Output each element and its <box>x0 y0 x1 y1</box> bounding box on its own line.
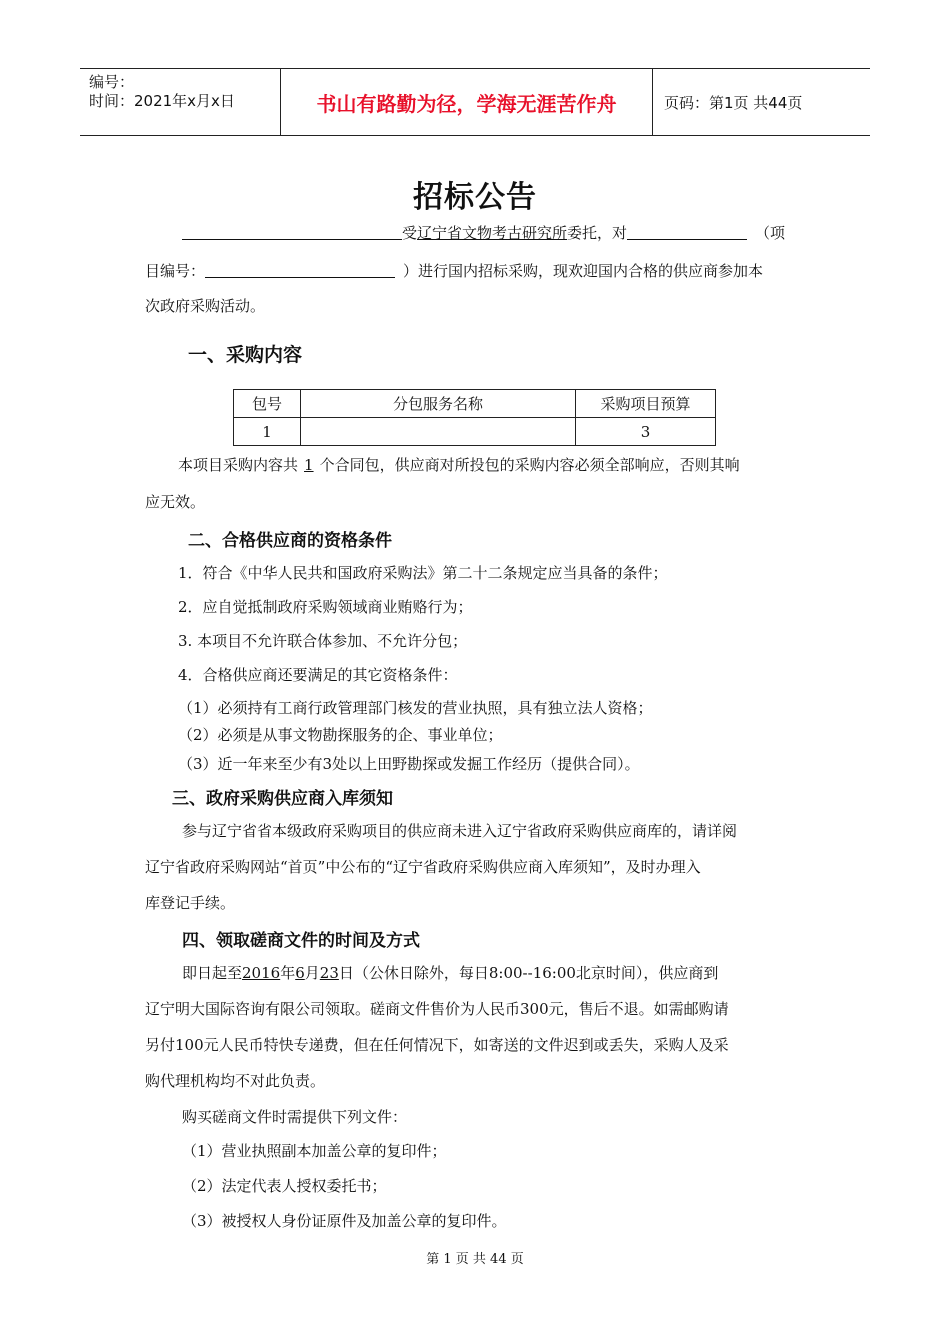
table-row <box>234 418 716 446</box>
table-header-cell: 分包服务名称 <box>301 390 576 418</box>
section4-doc-item: （2）法定代表人授权委托书； <box>182 1177 387 1195</box>
section2-item: 1．符合《中华人民共和国政府采购法》第二十二条规定应当具备的条件； <box>178 564 668 582</box>
intro-entrust-post: 委托，对 <box>567 224 628 242</box>
section2-item: 4．合格供应商还要满足的其它资格条件： <box>178 666 458 684</box>
section2-heading: 二、合格供应商的资格条件 <box>188 531 392 551</box>
page-footer: 第 1 页 共 44 页 <box>426 1252 524 1267</box>
date-year-unit: 年 <box>280 964 296 982</box>
header-motto: 书山有路勤为径，学海无涯苦作舟 <box>281 69 653 135</box>
table-cell: 3 <box>576 418 716 446</box>
intro-line-3: 次政府采购活动。 <box>145 297 266 315</box>
note-pre: 本项目采购内容共 <box>178 456 299 474</box>
section4-docs-intro: 购买磋商文件时需提供下列文件： <box>182 1108 408 1126</box>
section3-line: 辽宁省政府采购网站“首页”中公布的“辽宁省政府采购供应商入库须知”，及时办理入 <box>145 858 701 876</box>
section4-line: 另付100元人民币特快专递费，但在任何情况下，如寄送的文件迟到或丢失，采购人及采 <box>145 1036 729 1054</box>
section4-heading: 四、领取磋商文件的时间及方式 <box>182 931 420 951</box>
section4-doc-item: （3）被授权人身份证原件及加盖公章的复印件。 <box>182 1212 507 1230</box>
date-month-unit: 月 <box>304 964 320 982</box>
intro-line-1 <box>182 222 785 243</box>
intro-after-no: ）进行国内招标采购，现欢迎国内合格的供应商参加本 <box>403 262 764 280</box>
date-pre: 即日起至 <box>182 964 243 982</box>
intro-project-no-label: 目编号： <box>145 262 206 280</box>
intro-line-2 <box>145 260 763 281</box>
header-time-label: 时间：2021年x月x日 <box>89 92 235 110</box>
note-count: 1 <box>304 456 314 474</box>
section1-heading: 一、采购内容 <box>188 344 303 366</box>
table-header-row <box>234 390 716 418</box>
section4-line: 辽宁明大国际咨询有限公司领取。磋商文件售价为人民币300元，售后不退。如需邮购请 <box>145 1000 729 1018</box>
note-post: 个合同包，供应商对所投包的采购内容必须全部响应，否则其响 <box>319 456 740 474</box>
intro-project-label: （项 <box>755 224 786 242</box>
header-meta <box>80 69 281 135</box>
package-table <box>233 389 716 446</box>
blank-project-no <box>205 262 395 278</box>
document-title: 招标公告 <box>413 180 537 215</box>
section2-item: 2．应自觉抵制政府采购领域商业贿赂行为； <box>178 598 473 616</box>
blank-project <box>627 224 747 240</box>
date-year: 2016 <box>242 964 281 982</box>
section1-note <box>178 454 740 475</box>
section3-line: 库登记手续。 <box>145 894 236 912</box>
header-page-info: 页码：第1页 共44页 <box>664 93 803 112</box>
page-header <box>80 68 870 136</box>
blank-agency <box>182 224 402 240</box>
section2-item: （2）必须是从事文物勘探服务的企、事业单位； <box>178 726 503 744</box>
table-header-cell: 包号 <box>234 390 301 418</box>
date-post: 日（公休日除外，每日8:00--16:00北京时间），供应商到 <box>338 964 719 982</box>
section3-line: 参与辽宁省省本级政府采购项目的供应商未进入辽宁省政府采购供应商库的，请详阅 <box>182 822 738 840</box>
section3-heading: 三、政府采购供应商入库须知 <box>172 789 393 809</box>
section1-note-line2: 应无效。 <box>145 493 206 511</box>
date-month: 6 <box>295 964 305 982</box>
section4-doc-item: （1）营业执照副本加盖公章的复印件； <box>182 1142 447 1160</box>
intro-entrust-pre: 受 <box>402 224 418 242</box>
section4-line: 购代理机构均不对此负责。 <box>145 1072 326 1090</box>
section2-item: （1）必须持有工商行政管理部门核发的营业执照，具有独立法人资格； <box>178 699 653 717</box>
section4-date-line <box>182 962 718 983</box>
section2-item: （3）近一年来至少有3处以上田野勘探或发掘工作经历（提供合同）。 <box>178 755 640 773</box>
table-cell: 1 <box>234 418 301 446</box>
header-number-label: 编号： <box>89 73 135 91</box>
section2-item: 3. 本项目不允许联合体参加、不允许分包； <box>178 632 468 650</box>
date-day: 23 <box>319 964 339 982</box>
table-cell <box>301 418 576 446</box>
intro-entrust-org: 辽宁省文物考古研究所 <box>417 224 568 242</box>
table-header-cell: 采购项目预算 <box>576 390 716 418</box>
